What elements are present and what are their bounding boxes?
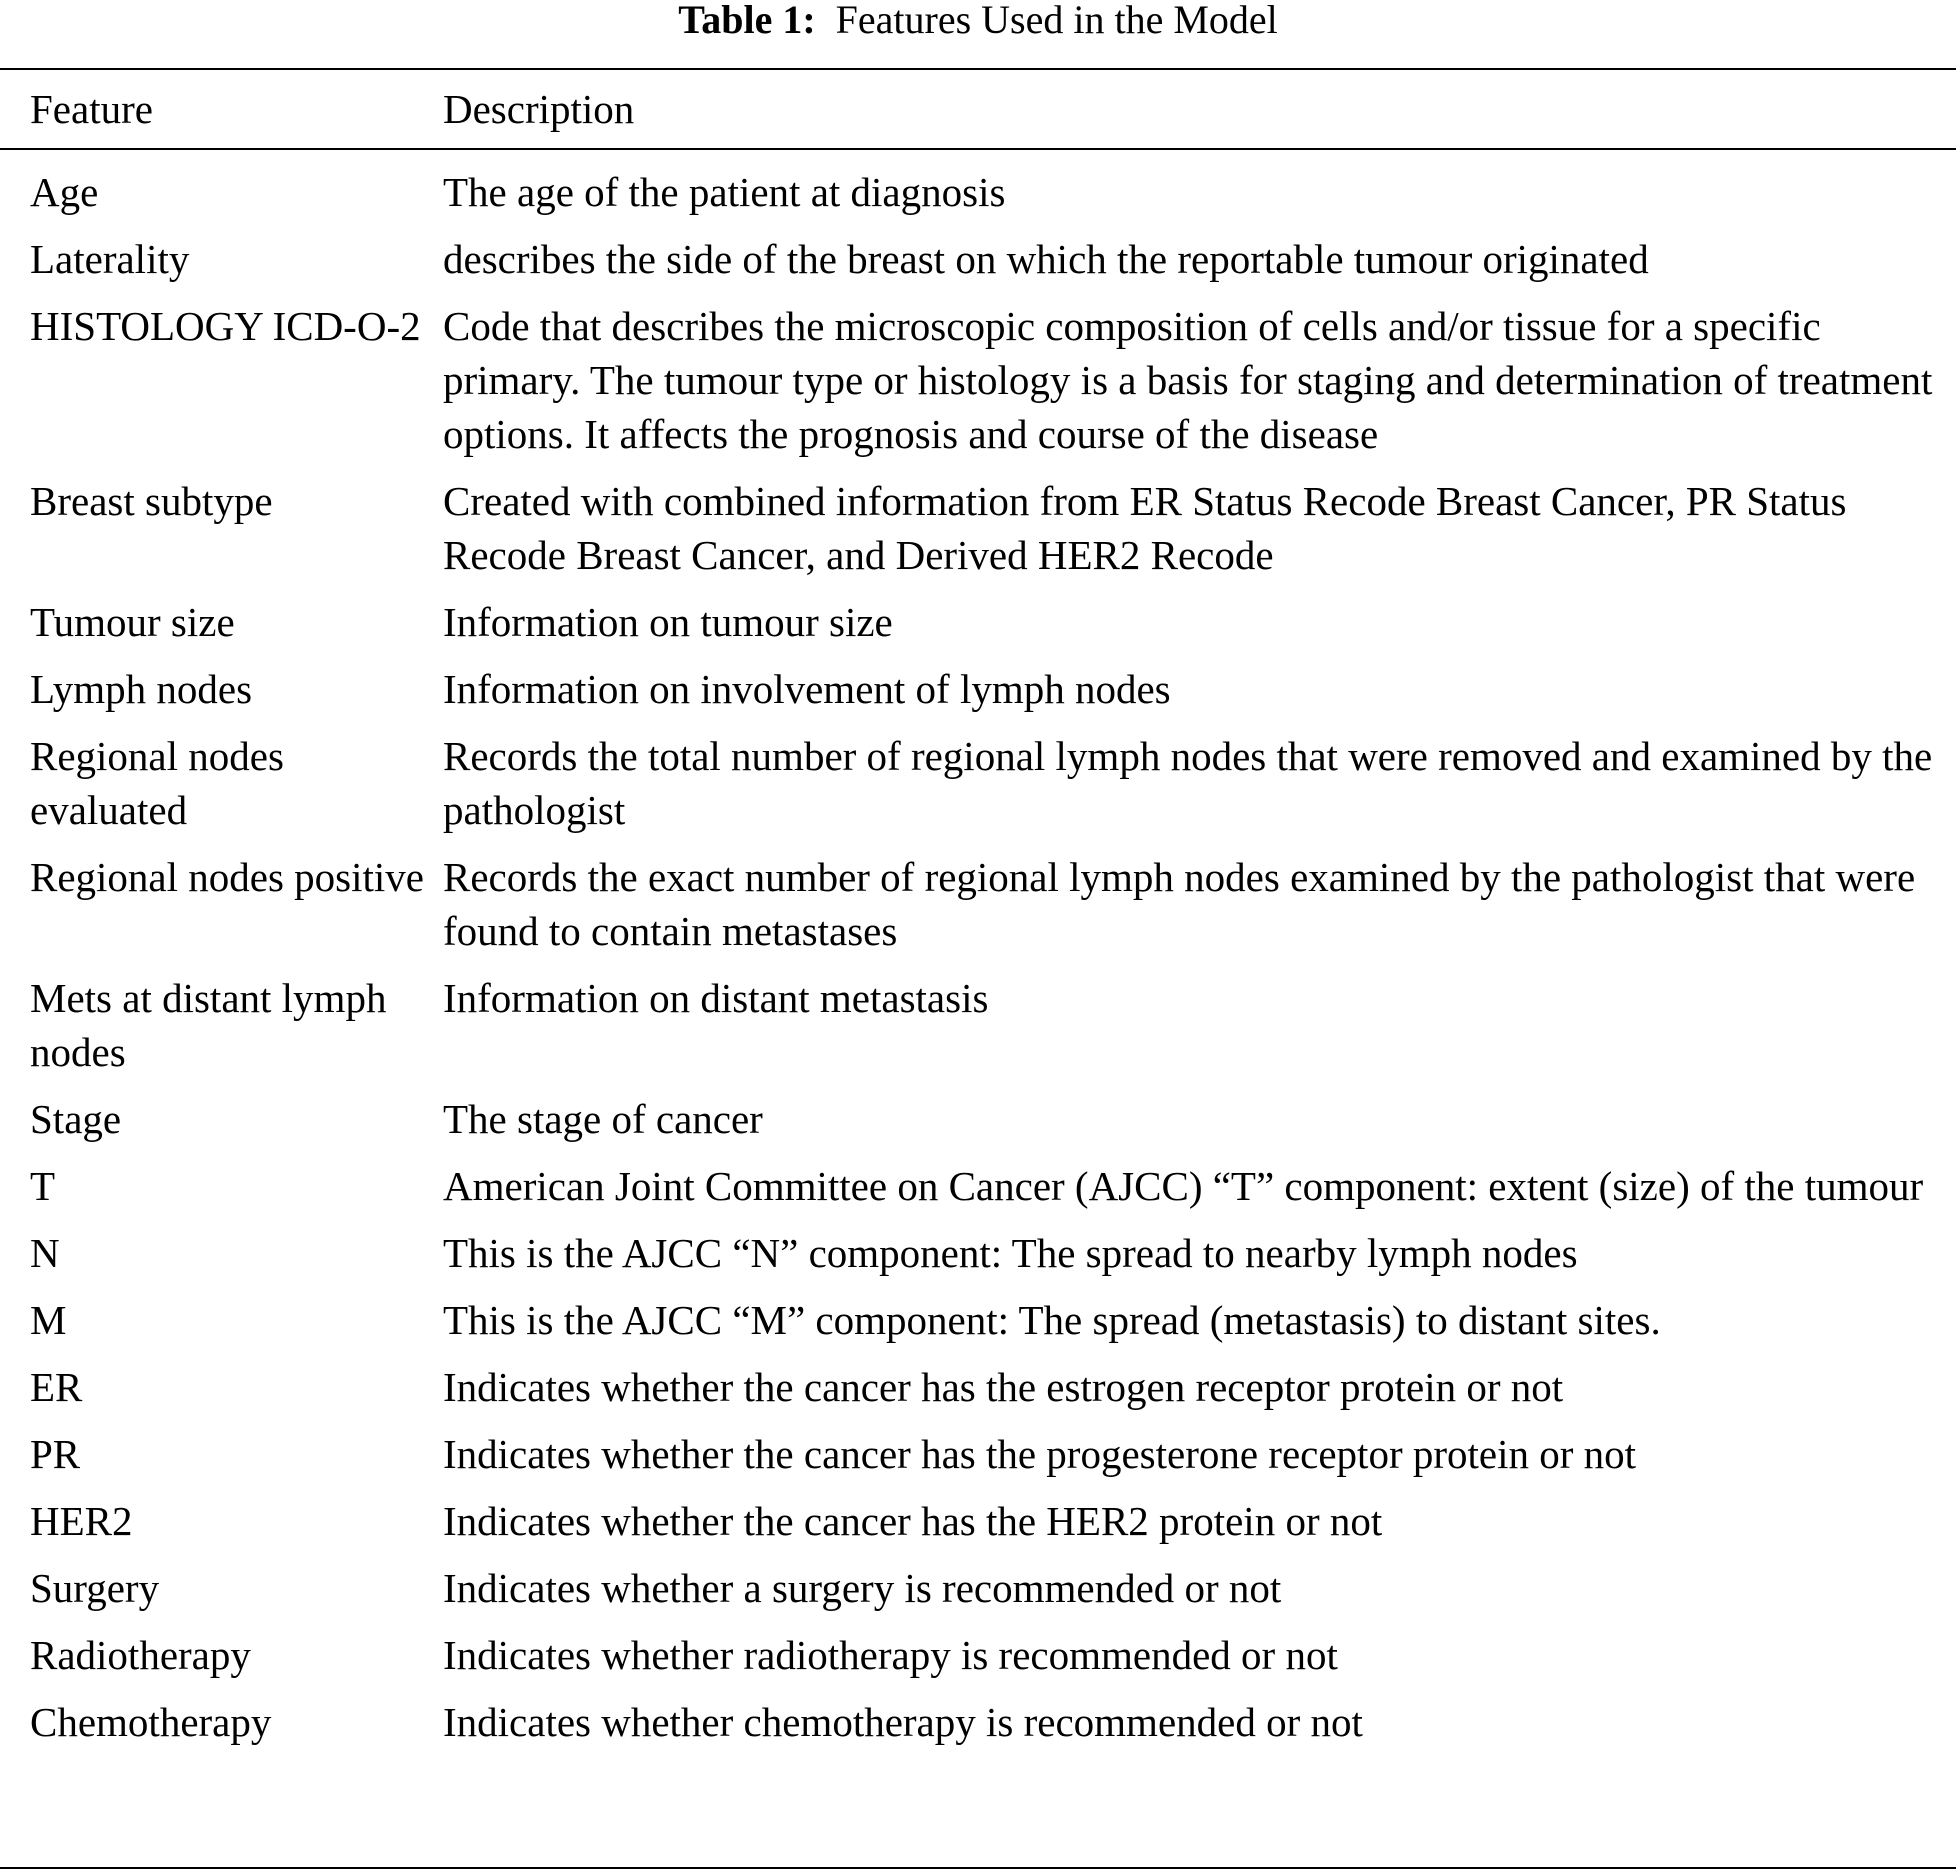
table-row bbox=[30, 1427, 1943, 1494]
table-row bbox=[30, 232, 1943, 299]
table-row bbox=[30, 1226, 1943, 1293]
feature-cell: Chemotherapy bbox=[30, 1699, 272, 1745]
feature-cell: Mets at distant lymph nodes bbox=[30, 975, 387, 1075]
description-cell: The age of the patient at diagnosis bbox=[443, 169, 1006, 215]
description-cell: Indicates whether the cancer has the progesterone receptor protein or not bbox=[443, 1431, 1637, 1477]
description-cell: This is the AJCC “N” component: The spread to nearby lymph nodes bbox=[443, 1230, 1578, 1276]
features-table bbox=[30, 165, 1943, 1762]
table-caption-label: Table 1: bbox=[678, 0, 816, 42]
feature-cell: Age bbox=[30, 169, 99, 215]
table-row bbox=[30, 1561, 1943, 1628]
table-top-rule bbox=[0, 68, 1956, 70]
table-row bbox=[30, 1360, 1943, 1427]
feature-cell: Surgery bbox=[30, 1565, 160, 1611]
feature-cell: Radiotherapy bbox=[30, 1632, 251, 1678]
description-cell: The stage of cancer bbox=[443, 1096, 763, 1142]
feature-cell: Regional nodes evaluated bbox=[30, 733, 284, 833]
description-cell: Code that describes the microscopic composition of cells and/or tissue for a specific primary. The tumour type or histology is a basis for staging and determination of treatment options. It affects the prognosis and course of the disease bbox=[443, 303, 1933, 457]
description-cell: Records the total number of regional lymph nodes that were removed and examined by the pathologist bbox=[443, 733, 1933, 833]
description-cell: Information on distant metastasis bbox=[443, 975, 989, 1021]
table-row bbox=[30, 1293, 1943, 1360]
description-cell: Indicates whether chemotherapy is recommended or not bbox=[443, 1699, 1363, 1745]
feature-cell: HISTOLOGY ICD-O-2 bbox=[30, 303, 421, 349]
feature-cell: Regional nodes positive bbox=[30, 854, 425, 900]
table-row bbox=[30, 971, 1943, 1092]
feature-cell: Breast subtype bbox=[30, 478, 273, 524]
feature-cell: Lymph nodes bbox=[30, 666, 253, 712]
feature-cell: HER2 bbox=[30, 1498, 133, 1544]
description-cell: Information on tumour size bbox=[443, 599, 893, 645]
table-row bbox=[30, 595, 1943, 662]
table-row bbox=[30, 1494, 1943, 1561]
table-caption-title: Features Used in the Model bbox=[835, 0, 1278, 42]
table-caption bbox=[0, 0, 1956, 40]
table-row bbox=[30, 1159, 1943, 1226]
description-cell: This is the AJCC “M” component: The spread (metastasis) to distant sites. bbox=[443, 1297, 1661, 1343]
table-row bbox=[30, 1628, 1943, 1695]
feature-cell: M bbox=[30, 1297, 67, 1343]
feature-cell: N bbox=[30, 1230, 60, 1276]
feature-cell: Tumour size bbox=[30, 599, 235, 645]
table-row bbox=[30, 1695, 1943, 1762]
table-row bbox=[30, 729, 1943, 850]
description-cell: Indicates whether the cancer has the HER2 protein or not bbox=[443, 1498, 1383, 1544]
description-cell: Indicates whether the cancer has the estrogen receptor protein or not bbox=[443, 1364, 1564, 1410]
table-row bbox=[30, 299, 1943, 474]
description-cell: Created with combined information from ER Status Recode Breast Cancer, PR Status Recode Breast Cancer, and Derived HER2 Recode bbox=[443, 478, 1847, 578]
feature-cell: Stage bbox=[30, 1096, 122, 1142]
table-row bbox=[30, 474, 1943, 595]
description-cell: Indicates whether a surgery is recommended or not bbox=[443, 1565, 1282, 1611]
description-cell: Records the exact number of regional lymph nodes examined by the pathologist that were found to contain metastases bbox=[443, 854, 1916, 954]
table-row bbox=[30, 1092, 1943, 1159]
table-row bbox=[30, 165, 1943, 232]
table-row bbox=[30, 662, 1943, 729]
column-header-feature: Feature bbox=[30, 86, 153, 132]
feature-cell: ER bbox=[30, 1364, 83, 1410]
table-bottom-rule bbox=[0, 1867, 1956, 1869]
description-cell: describes the side of the breast on which the reportable tumour originated bbox=[443, 236, 1649, 282]
feature-cell: Laterality bbox=[30, 236, 190, 282]
table-row bbox=[30, 850, 1943, 971]
feature-cell: T bbox=[30, 1163, 56, 1209]
column-header-description: Description bbox=[443, 86, 635, 132]
description-cell: Indicates whether radiotherapy is recommended or not bbox=[443, 1632, 1338, 1678]
description-cell: Information on involvement of lymph nodes bbox=[443, 666, 1171, 712]
table-header-rule bbox=[0, 148, 1956, 150]
feature-cell: PR bbox=[30, 1431, 81, 1477]
description-cell: American Joint Committee on Cancer (AJCC) “T” component: extent (size) of the tumour bbox=[443, 1163, 1924, 1209]
